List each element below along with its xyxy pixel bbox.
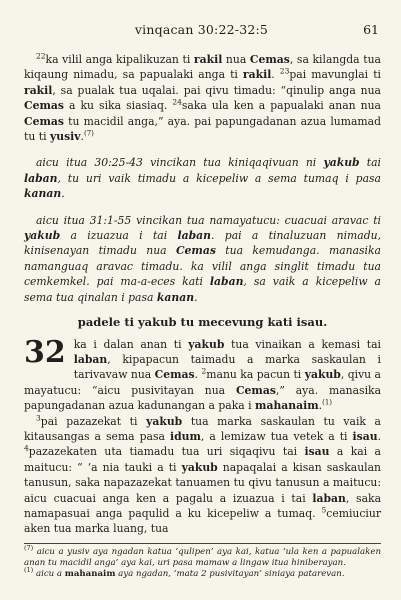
text: . xyxy=(194,290,198,304)
footnote-text: aya ngadan, ‘mata 2 pusivitayan’ siniaya patarevan. xyxy=(115,568,345,579)
text: . xyxy=(61,187,65,201)
text: , sa kilangda tua kiqaung nimadu, sa papualaki anga ti xyxy=(24,53,381,82)
text: , kipapacun taimadu a marka saskaulan i tarivavaw nua xyxy=(73,352,381,382)
text: pai mavunglai ti xyxy=(289,68,381,82)
name-text: laban xyxy=(312,491,346,505)
text: , sa vaik a kicepeliw a sema tua qinalan i pasa xyxy=(24,275,381,304)
text: saka ula ken a papualaki anan nua xyxy=(181,99,381,113)
verse-number: 2 xyxy=(201,366,207,376)
text: ka i dalan anan ti xyxy=(73,337,189,351)
text: , qivu a mayatucu: “aicu pusivitayan nua xyxy=(24,368,381,397)
footnote-number: (1) xyxy=(24,565,34,574)
text: a izuazua i tai xyxy=(60,229,178,243)
name-text: yakub xyxy=(188,337,225,351)
text: tu macidil anga,” aya. pai papungadanan azua lumamad tu ti xyxy=(24,114,381,144)
text: cemiuciur aken tua marka luang, tua xyxy=(24,506,381,536)
text: , sa pualak tua uqalai. pai qivu timadu: “qinulip anga nua xyxy=(52,83,381,97)
text: . pai a tinaluzuan nimadu, kinisenayan timadu nua xyxy=(24,229,382,258)
text: pazazekaten uta tiamadu tua uri siqaqivu tai xyxy=(28,445,305,459)
footnote-text: aicu a yusiv aya ngadan katua ‘qulipen’ aya kai, katua ‘ula ken a papualaken anan tu macidil anga’ aya kai, uri pasa mamaw a lingaw itua hiniberayan. xyxy=(24,546,381,568)
text: . xyxy=(194,368,202,382)
name-text: yusiv xyxy=(49,130,81,144)
name-text: rakil xyxy=(242,68,272,82)
text: aicu itua 30:25-43 vincikan tua kiniqaqivuan ni xyxy=(36,156,324,170)
verse-number: 5 xyxy=(321,505,327,515)
name-text: Cemas xyxy=(175,244,216,258)
running-head: vinqacan 30:22-32:5 xyxy=(134,22,269,37)
name-text: laban xyxy=(24,171,58,185)
name-text: rakil xyxy=(193,53,223,66)
footnote-1 xyxy=(24,565,381,580)
chapter-number: 32 xyxy=(24,334,66,370)
name-text: isau xyxy=(352,429,378,443)
page-number: 61 xyxy=(363,22,379,37)
name-text: laban xyxy=(177,229,212,243)
verse-number: 3 xyxy=(36,412,41,422)
footnotes xyxy=(24,543,381,580)
name-text: yakub xyxy=(304,368,341,382)
text: napaqalai a kisan saskaulan tanusun, saka napazazekat tanuamen tu qivu tanusun a maitucu: aicu cuacuai anga ken a pagalu a izuazua i tai xyxy=(24,460,381,505)
name-text: laban xyxy=(73,352,108,366)
name-text: kanan xyxy=(156,290,195,304)
name-text: yakub xyxy=(146,414,183,428)
footnote-reference[interactable]: (1) xyxy=(322,398,333,407)
text: tai xyxy=(359,156,381,170)
footnote-reference[interactable]: (7) xyxy=(83,129,94,138)
paragraph-verses-3-5 xyxy=(24,414,381,537)
text: manu ka pacun ti xyxy=(206,368,305,382)
page-content xyxy=(24,52,381,580)
name-text: mahanaim xyxy=(255,399,319,413)
text: . xyxy=(80,130,84,144)
paragraph-chapter-32-verses-1-2 xyxy=(24,334,382,414)
name-text: Cemas xyxy=(24,99,64,113)
text: . xyxy=(318,399,323,413)
name-text: idum xyxy=(169,429,201,443)
footnote-number: (7) xyxy=(24,543,34,552)
footnote-7 xyxy=(24,543,381,569)
section-summary-note xyxy=(24,155,381,201)
text: , tu uri vaik timadu a kicepeliw a sema tumaq i pasa xyxy=(57,171,381,185)
text: , a lemizaw tua vetek a ti xyxy=(200,429,353,443)
name-text: laban xyxy=(209,275,244,289)
name-text: Cemas xyxy=(24,114,64,128)
name-text: Cemas xyxy=(235,383,276,397)
name-text: yakub xyxy=(181,460,218,474)
text: ,” aya. manasika papungadanan azua kadunangan a paka i xyxy=(24,383,382,413)
text: ka vilil anga kipalikuzan ti xyxy=(45,53,194,66)
verse-number: 24 xyxy=(172,97,182,107)
text: tua marka saskaulan tu vaik a kitausangas a sema pasa xyxy=(24,414,381,443)
text: nua xyxy=(222,53,250,66)
page-header xyxy=(24,22,379,38)
name-text: Cemas xyxy=(154,368,195,382)
text: tua vinaikan a kemasi tai xyxy=(224,337,381,351)
text: a ku sika siasiaq. xyxy=(63,99,173,113)
name-text: rakil xyxy=(24,83,53,97)
text: , saka namapasuai anga paqulid a ku kicepeliw a tumaq. xyxy=(24,491,382,520)
text: aicu itua 31:1-55 vincikan tua namayatucu: cuacuai aravac ti xyxy=(36,213,381,227)
name-text: kanan xyxy=(24,187,62,201)
text: a kai a maitucu: “ ‘a nia tauki a ti xyxy=(24,445,381,474)
paragraph-verses-22-24 xyxy=(24,52,381,144)
verse-number: 22 xyxy=(36,51,46,61)
text: tua kemudanga. manasika namanguaq aravac timadu. ka vilil anga singlit timadu tua cemkemkel. pai ma-a-eces kati xyxy=(24,244,381,289)
footnote-divider xyxy=(24,543,381,544)
text: . xyxy=(377,429,381,443)
name-text: yakub xyxy=(24,229,61,243)
footnote-text: aicu a xyxy=(33,568,65,579)
verse-number: 23 xyxy=(279,66,290,76)
verse-number: 4 xyxy=(24,443,29,453)
name-text: Cemas xyxy=(249,53,290,66)
section-heading: padele ti yakub tu mecevung kati isau. xyxy=(77,315,328,330)
name-text: mahanaim xyxy=(64,568,116,579)
text: pai pazazekat ti xyxy=(40,414,147,428)
name-text: yakub xyxy=(323,156,360,170)
section-summary-note xyxy=(24,213,381,305)
text: . xyxy=(271,68,280,82)
name-text: isau xyxy=(304,445,330,459)
